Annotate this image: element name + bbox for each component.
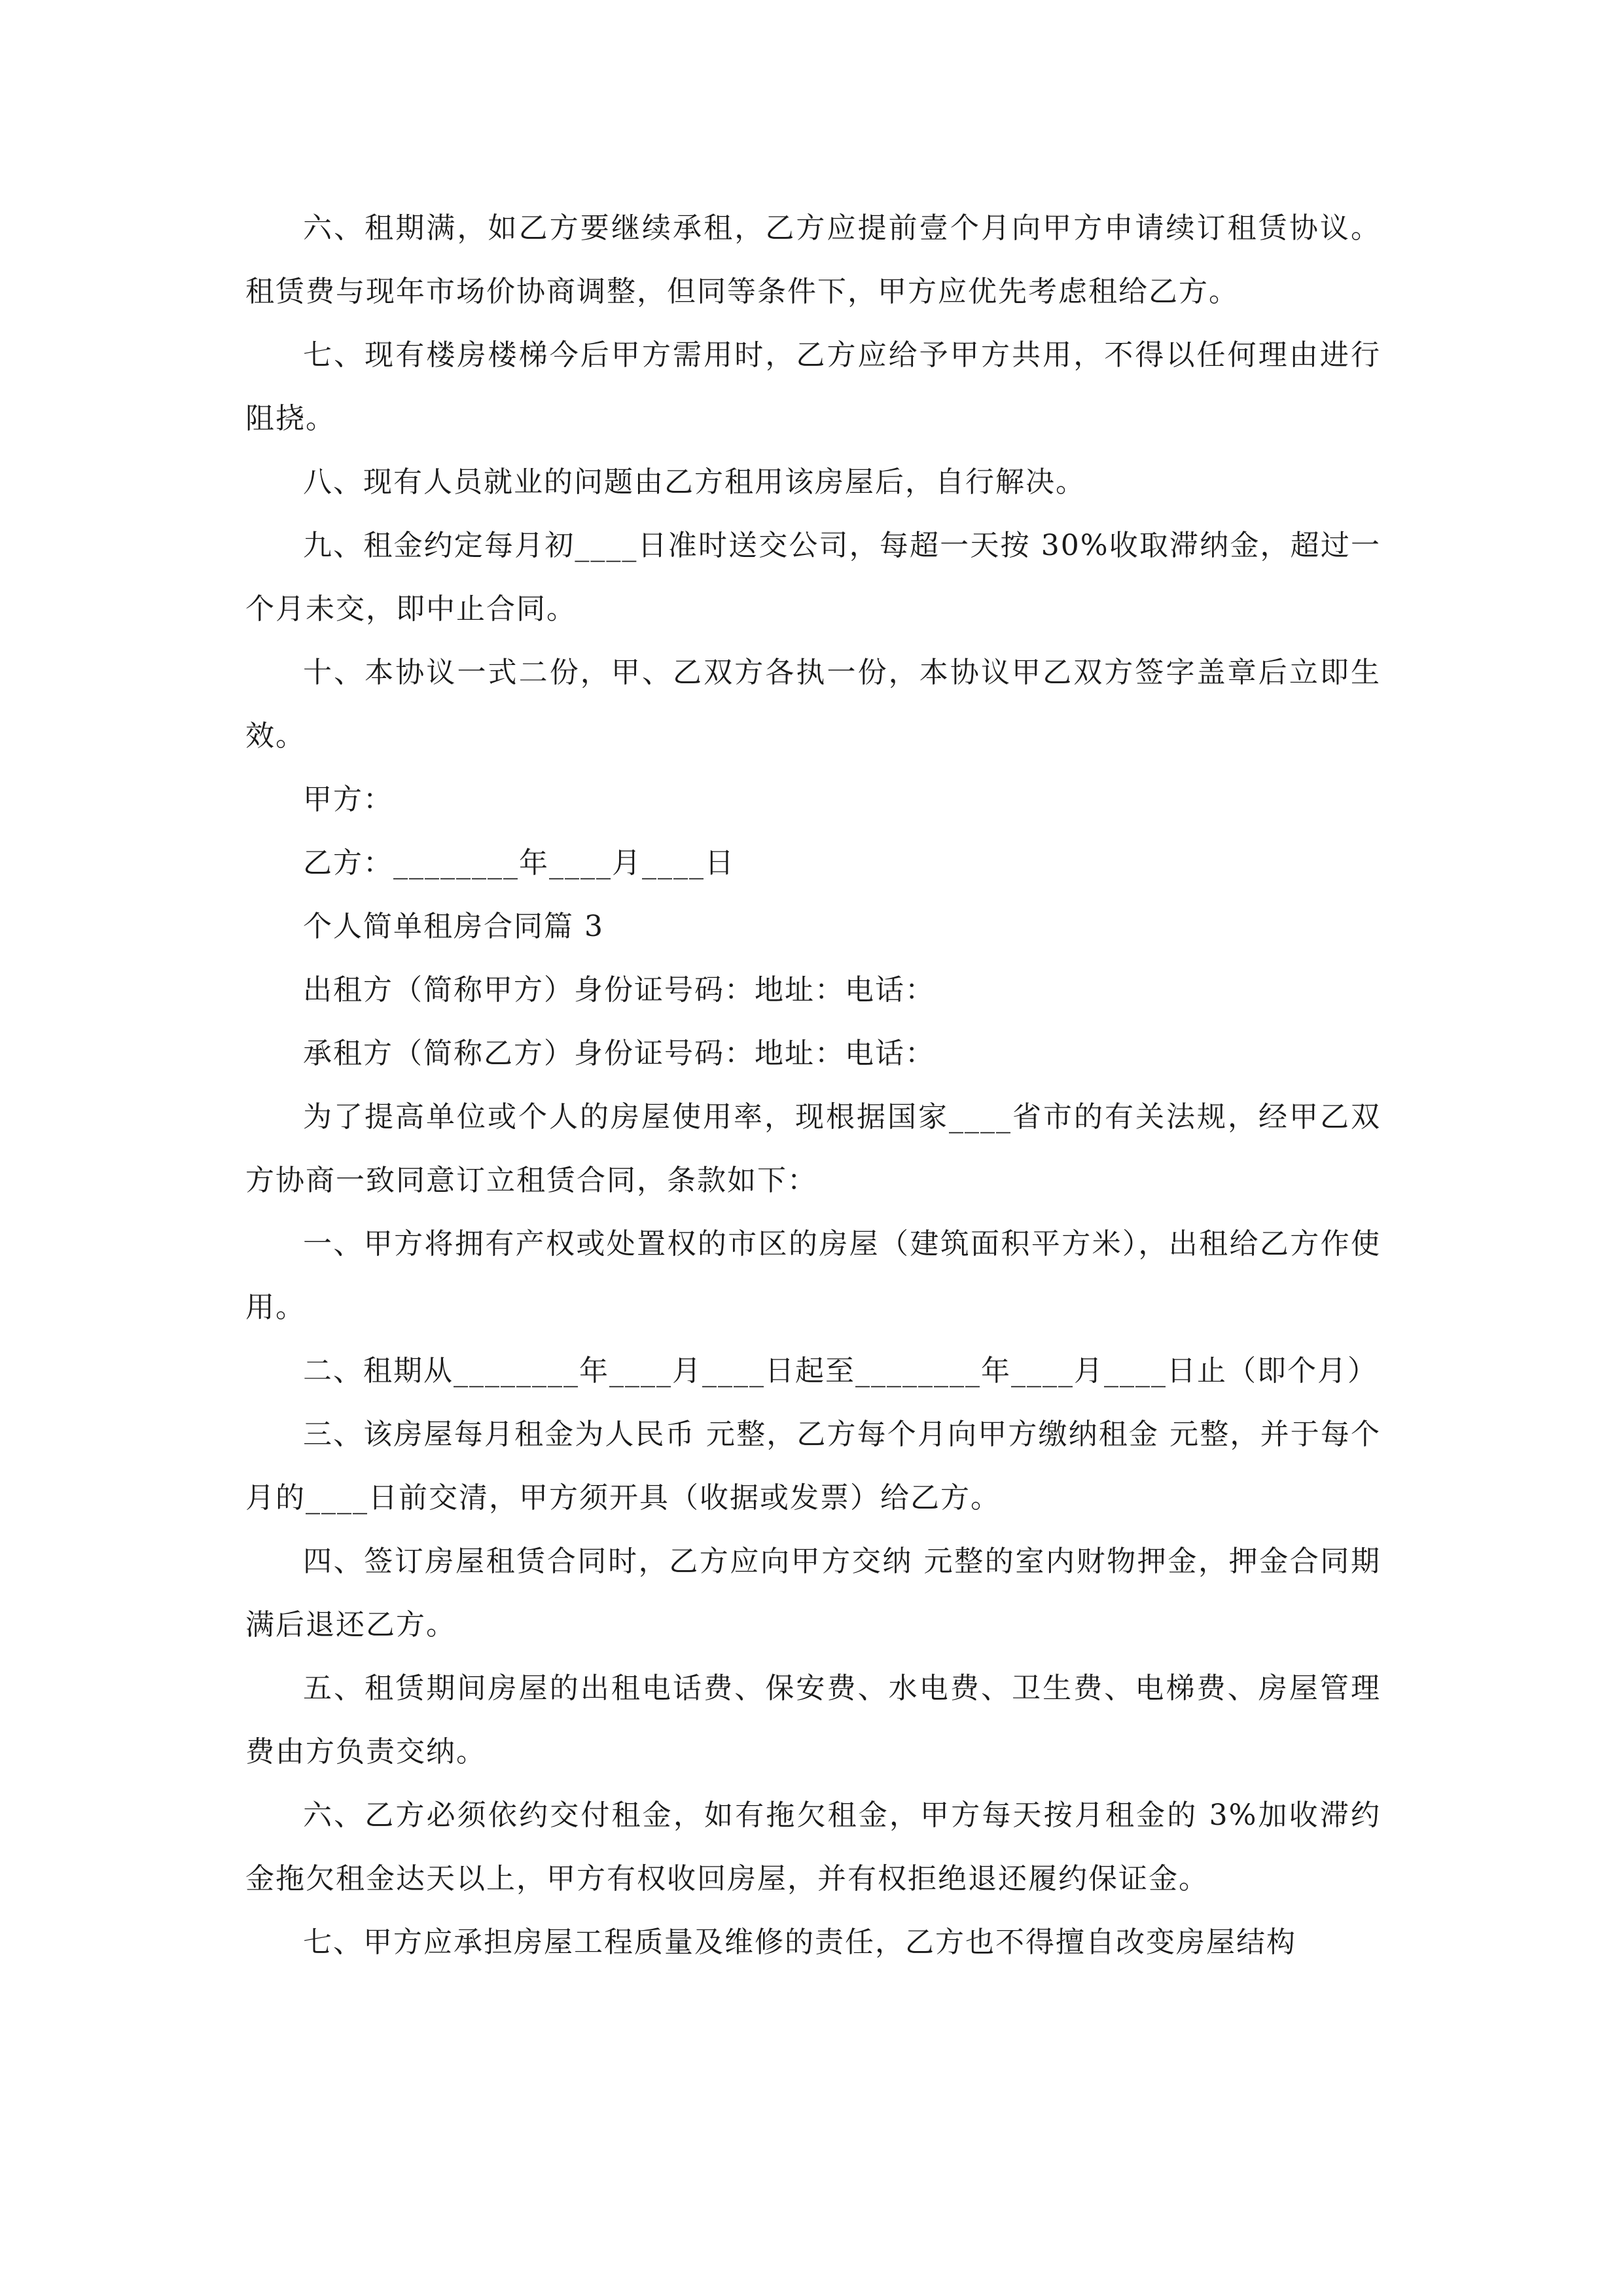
- clause-6-renewal: 六、租期满，如乙方要继续承租，乙方应提前壹个月向甲方申请续订租赁协议。租赁费与现年市场价协商调整，但同等条件下，甲方应优先考虑租给乙方。: [245, 211, 1381, 308]
- clause-9-rent-due: 九、租金约定每月初____日准时送交公司，每超一天按 30%收取滞纳金，超过一个月未交，即中止合同。: [245, 529, 1381, 626]
- article-6-late-payment: 六、乙方必须依约交付租金，如有拖欠租金，甲方每天按月租金的 3%加收滞约金拖欠租金达天以上，甲方有权收回房屋，并有权拒绝退还履约保证金。: [245, 1799, 1381, 1895]
- clause-10-copies: 十、本协议一式二份，甲、乙双方各执一份，本协议甲乙双方签字盖章后立即生效。: [245, 656, 1381, 753]
- article-4-deposit: 四、签订房屋租赁合同时，乙方应向甲方交纳 元整的室内财物押金，押金合同期满后退还乙方。: [245, 1545, 1381, 1641]
- clause-7-staircase: 七、现有楼房楼梯今后甲方需用时，乙方应给予甲方共用，不得以任何理由进行阻挠。: [245, 338, 1381, 435]
- article-1-property: 一、甲方将拥有产权或处置权的市区的房屋（建筑面积平方米），出租给乙方作使用。: [245, 1227, 1381, 1324]
- preamble: 为了提高单位或个人的房屋使用率，现根据国家____省市的有关法规，经甲乙双方协商一致同意订立租赁合同，条款如下：: [245, 1100, 1381, 1197]
- article-2-term: 二、租期从________年____月____日起至________年____月____日止（即个月）: [303, 1354, 1378, 1388]
- party-b-signature-date-line: 乙方：________年____月____日: [303, 846, 735, 880]
- article-5-fees: 五、租赁期间房屋的出租电话费、保安费、水电费、卫生费、电梯费、房屋管理费由方负责交纳。: [245, 1672, 1381, 1768]
- article-3-rent: 三、该房屋每月租金为人民币 元整，乙方每个月向甲方缴纳租金 元整，并于每个月的____日前交清，甲方须开具（收据或发票）给乙方。: [245, 1418, 1381, 1515]
- section-title: 个人简单租房合同篇 3: [303, 910, 604, 943]
- article-7-maintenance: 七、甲方应承担房屋工程质量及维修的责任，乙方也不得擅自改变房屋结构: [303, 1926, 1296, 1959]
- lessee-info: 承租方（简称乙方）身份证号码：地址：电话：: [303, 1037, 935, 1070]
- document-body: [245, 196, 1381, 1974]
- clause-8-employment: 八、现有人员就业的问题由乙方租用该房屋后，自行解决。: [303, 465, 1086, 499]
- party-a-signature-line: 甲方：: [303, 783, 393, 816]
- lessor-info: 出租方（简称甲方）身份证号码：地址：电话：: [303, 973, 935, 1007]
